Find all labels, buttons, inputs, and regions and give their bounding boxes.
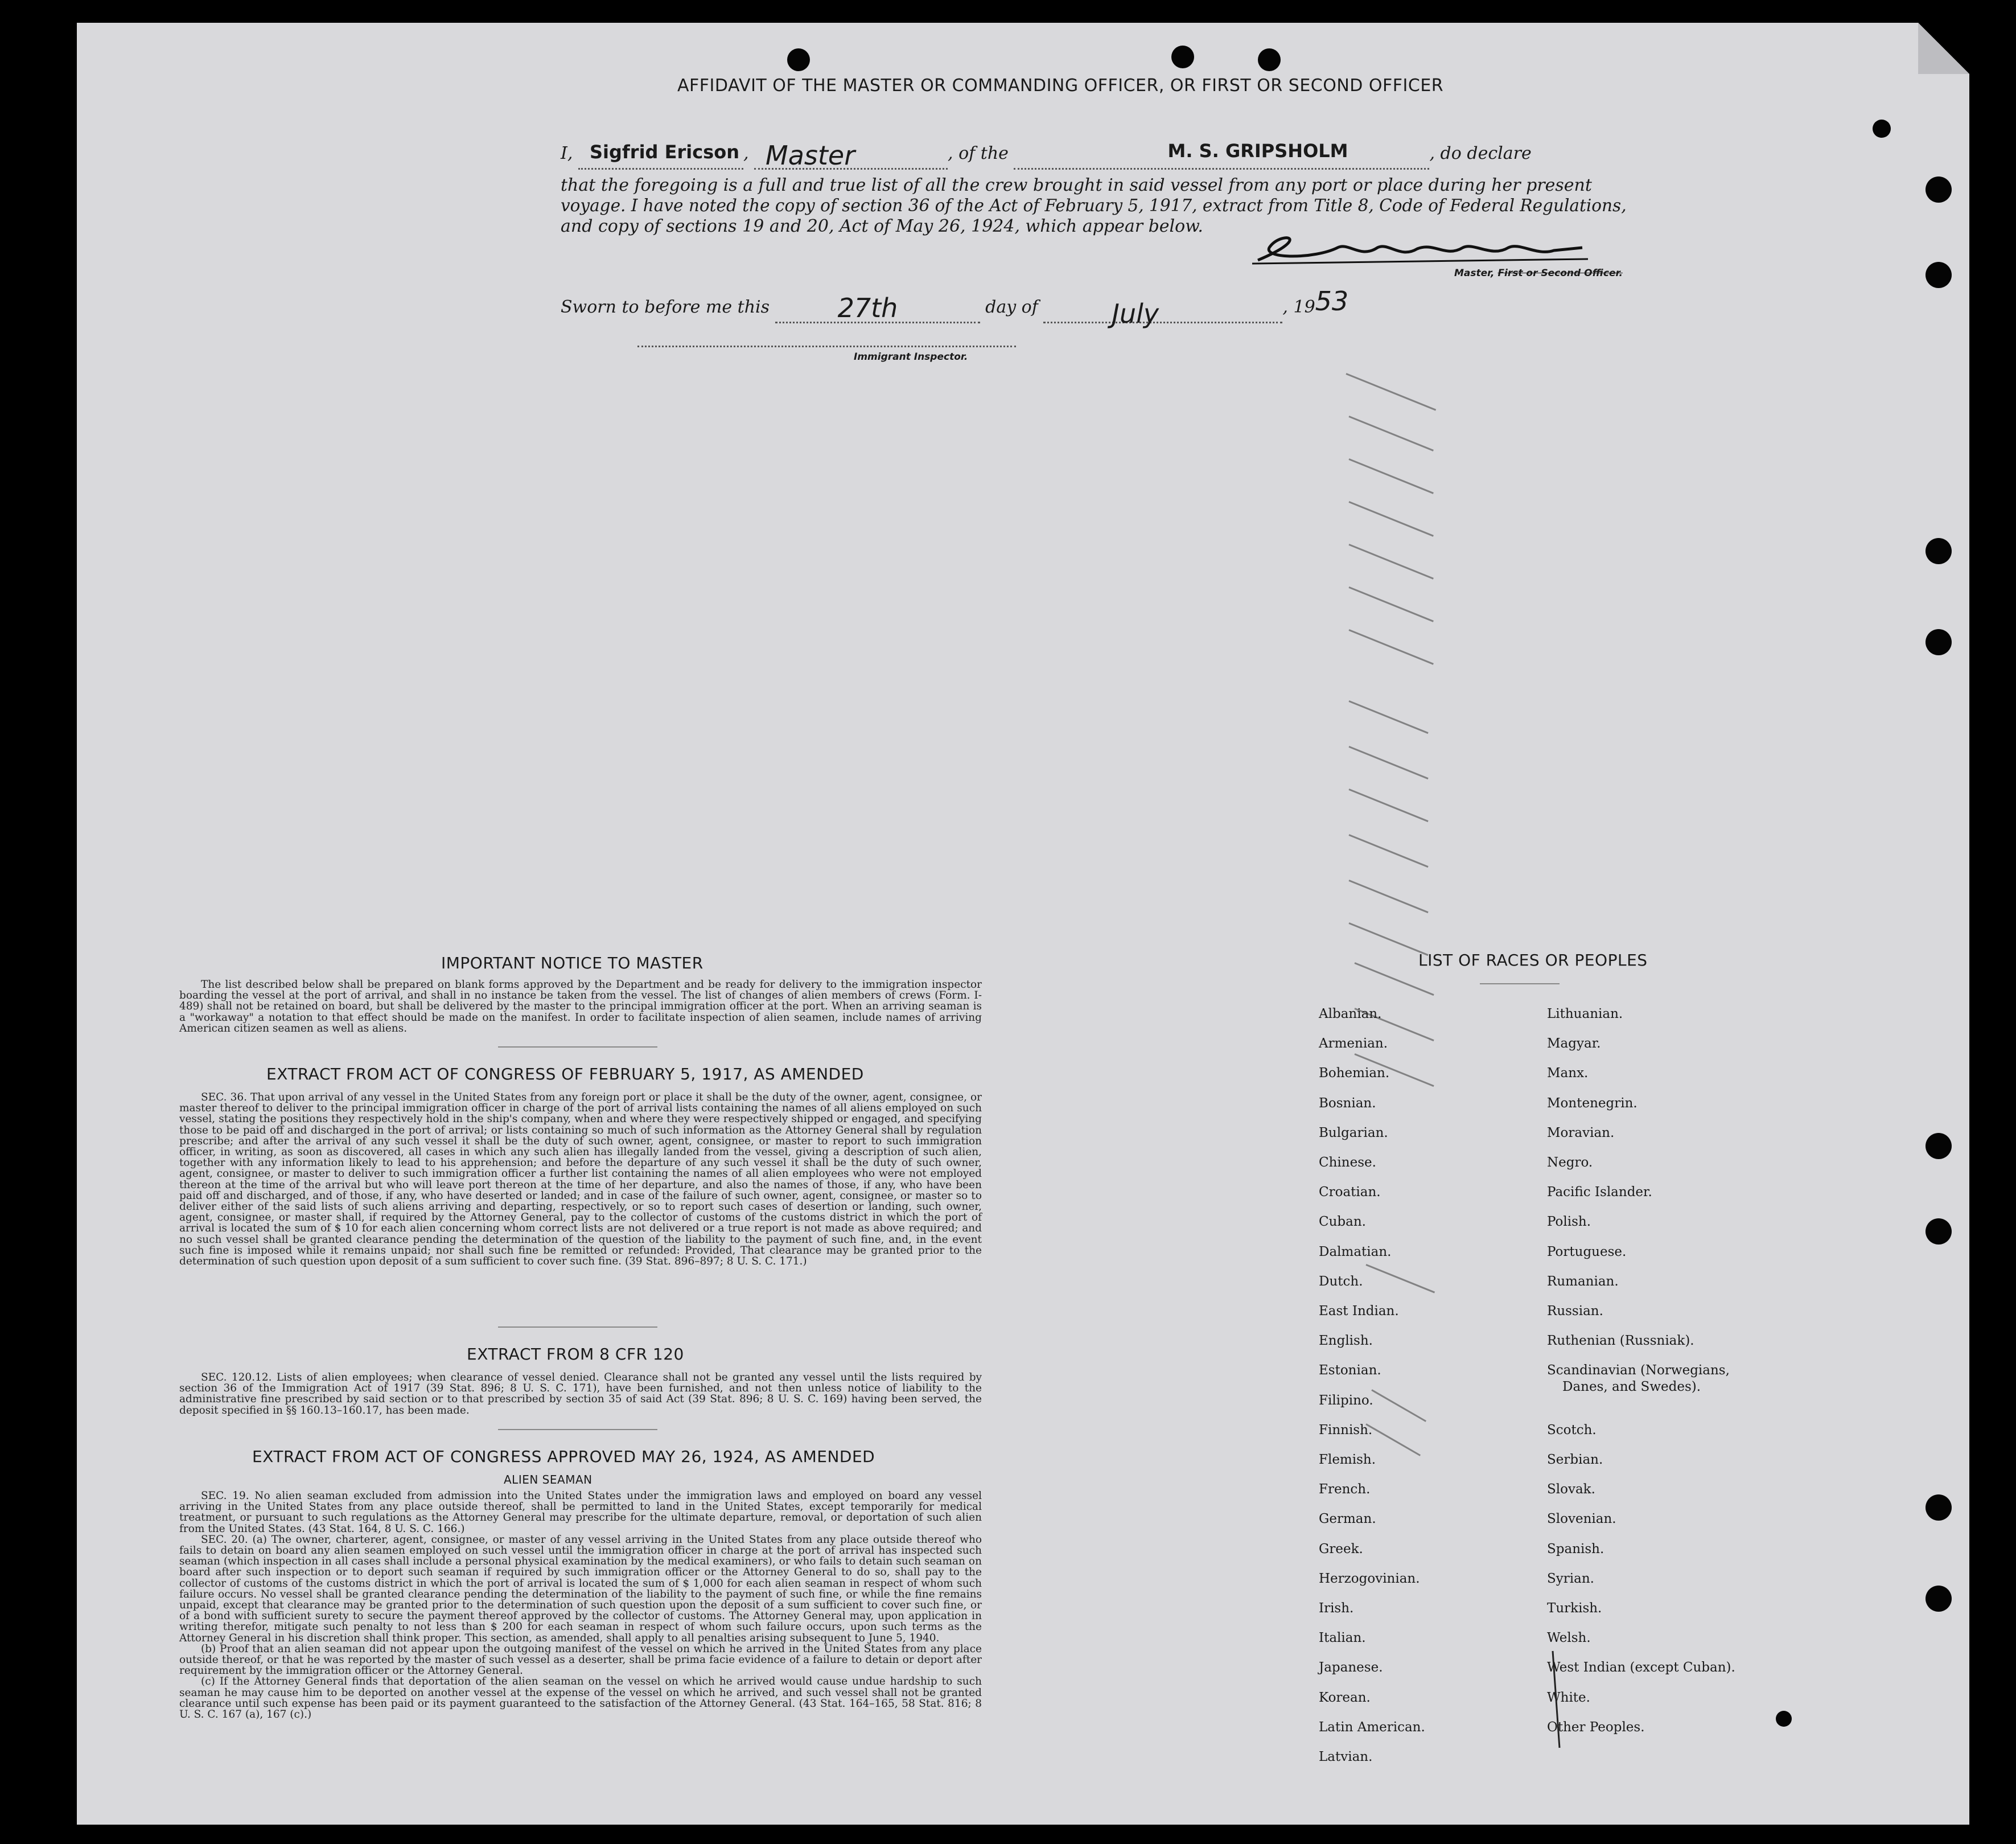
extract-1917-heading: EXTRACT FROM ACT OF CONGRESS OF FEBRUARY 5, 1917, AS AMENDED [266,1065,864,1083]
race-item: English. [1319,1333,1373,1349]
races-heading: LIST OF RACES OR PEOPLES [1418,951,1648,970]
race-item: Bosnian. [1319,1095,1376,1111]
punch-hole [1258,48,1281,71]
race-item: Dutch. [1319,1274,1363,1289]
race-item: Lithuanian. [1547,1007,1623,1021]
race-item: West Indian (except Cuban). [1547,1660,1735,1675]
divider [1480,983,1560,984]
race-item: Estonian. [1319,1363,1381,1378]
notice-text: The list described below shall be prepared on blank forms approved by the Department and be ready for delivery to the immigration inspector boarding the vessel at the port of arrival, and shall in no instance be taken from the vessel. The list of changes of alien members of crews (Form. I-489) shall not be retained on board, but shall be delivered by the master to the principal immigration officer at the port. When an arriving seaman is a "workaway" a notation to that effect should be made on the manifest. In order to facilitate inspection of alien seamen, include names of arriving American citizen seamen as well as aliens. [179,979,982,1034]
punch-hole [787,48,810,71]
race-item: Bohemian. [1319,1066,1390,1081]
race-item: Magyar. [1547,1036,1601,1052]
race-item: Albanian. [1319,1007,1382,1021]
race-item: East Indian. [1319,1304,1399,1319]
race-item: Finnish. [1319,1422,1373,1438]
cfr-text: SEC. 120.12. Lists of alien employees; when clearance of vessel denied. Clearance shall not be granted any vessel until the lists required by section 36 of the Immigration Act of 1917 (39 Stat. 896; 8 U. S. C. 171), have been furnished, and not then unless notice of liability to the administrative fine prescribed by said section or to that prescribed by section 35 of said Act (39 Stat. 896; 8 U. S. C. 169) having been served, the deposit specified in §§ 160.13–160.17, has been made. [179,1371,982,1416]
punch-hole [1926,1494,1952,1521]
race-item: Russian. [1547,1304,1603,1319]
race-item: Spanish. [1547,1541,1604,1556]
punch-hole [1926,538,1952,564]
race-item: Scandinavian (Norwegians, [1547,1363,1730,1378]
year-field: 53 [1315,286,1349,317]
race-item: Manx. [1547,1066,1589,1081]
race-item: Herzogovinian. [1319,1571,1420,1586]
race-item: Italian. [1319,1631,1366,1646]
race-item: Chinese. [1319,1155,1376,1170]
master-name-field: Sigfrid Ericson [589,141,739,163]
race-item: Welsh. [1547,1631,1591,1646]
race-item: Slovak. [1547,1482,1595,1497]
divider [498,1326,657,1328]
punch-hole [1926,629,1952,655]
punch-hole [1926,1133,1952,1159]
race-item: Greek. [1319,1541,1363,1556]
divider [498,1429,657,1430]
race-item: Montenegrin. [1547,1095,1638,1111]
race-item: French. [1319,1482,1371,1497]
race-item: Cuban. [1319,1214,1366,1230]
race-item: Irish. [1319,1601,1354,1616]
race-item: Latvian. [1319,1749,1373,1764]
race-item: Latin American. [1319,1719,1425,1735]
race-item: Croatian. [1319,1185,1381,1200]
race-item: Filipino. [1319,1393,1373,1408]
punch-hole [1926,176,1952,203]
sworn-line: Sworn to before me this 27th day of July , 1953 [561,286,1349,329]
punch-hole [1926,1586,1952,1612]
cfr-heading: EXTRACT FROM 8 CFR 120 [467,1345,684,1364]
race-item: Portuguese. [1547,1244,1627,1259]
race-item: White. [1547,1690,1590,1705]
extract-1924-text: SEC. 19. No alien seaman excluded from admission into the United States under the immigration laws and employed on board any vessel arriving in the United States from any place outside thereof, shall be permitted to land in the United States, except temporarily for medical treatment, or pursuant to such regulations as the Attorney General may prescribe for the ultimate departure, removal, or deportation of such alien from the United States. (43 Stat. 164, 8 U. S. C. 166.) SEC. 20. (a) The owner, charterer, agent, consignee, or master of any vessel arriving in the United States from any place outside thereof who fails to detain on board any alien seamen employed on such vessel until the immigration officer in charge at the port of arrival has inspected such seaman (which inspection in all cases shall include a personal physical examination by the medical examiners), or who fails to detain such seaman on board after such inspection or to deport such seaman if required by such immigration officer or the Attorney General to do so, shall pay to the collector of customs of the customs district in which the port of arrival is located the sum of $ 1,000 for each alien seaman in respect of whom such failure occurs. No vessel shall be granted clearance pending the determination of the liability to the payment of such fine, or while the fine remains unpaid, except that clearance may be granted prior to the determination of such question upon the deposit of a sum sufficient to cover such fine, or of a bond with sufficient surety to secure the payment thereof approved by the collector of customs. The Attorney General may, upon application in writing therefor, mitigate such penalty to not less than $ 200 for each seaman in respect of whom such failure occurs, upon such terms as the Attorney General in his discretion shall think proper. This section, as amended, shall apply to all penalties arising subsequent to June 5, 1940. (b) Proof that an alien seaman did not appear upon the outgoing manifest of the vessel on which he arrived in the United States from any place outside thereof, or that he was reported by the master of such vessel as a deserter, shall be prima facie evidence of a failure to detain or deport after requirement by the immigration officer or the Attorney General. (c) If the Attorney General finds that deportation of the alien seaman on the vessel on which he arrived would cause undue hardship to such seaman he may cause him to be deported on another vessel at the expense of the vessel on which he arrived, and such vessel shall not be granted clearance until such expense has been paid or its payment guaranteed to the satisfaction of the Attorney General. (43 Stat. 164–165, 58 Stat. 816; 8 U. S. C. 167 (a), 167 (c).) [179,1490,982,1721]
vessel-name-field: M. S. GRIPSHOLM [1167,140,1348,162]
race-item: Flemish. [1319,1452,1376,1467]
punch-hole [1926,1218,1952,1245]
inspector-caption: Immigrant Inspector. [854,351,968,363]
punch-hole [1171,46,1194,68]
signature-caption: Master, First or Second Officer. [1454,268,1623,279]
race-item: Scotch. [1547,1422,1597,1438]
race-item: Korean. [1319,1690,1371,1705]
affidavit-line-4: and copy of sections 19 and 20, Act of May 26, 1924, which appear below. [561,216,1203,236]
race-item: Slovenian. [1547,1512,1616,1527]
rank-field: Master [766,140,855,171]
race-item: Japanese. [1319,1660,1383,1675]
race-item: Negro. [1547,1155,1593,1170]
race-item: Serbian. [1547,1452,1603,1467]
master-signature [1246,225,1594,270]
race-item: German. [1319,1512,1376,1527]
race-item: Other Peoples. [1547,1719,1645,1735]
race-item: Syrian. [1547,1571,1594,1586]
folded-corner [1918,23,1969,74]
race-item: Moravian. [1547,1125,1615,1140]
extract-1917-text: SEC. 36. That upon arrival of any vessel in the United States from any foreign port or place it shall be the duty of the owner, agent, consignee, or master thereof to deliver to the principal immigration officer in charge of the port of arrival lists containing the names of all aliens employed on such vessel, stating the positions they respectively hold in the ship's company, when and where they were respectively shipped or engaged, and specifying those to be paid off and discharged in the port of arrival; or lists containing so much of such information as the Attorney General shall by regulation prescribe; and after the arrival of any such vessel it shall be the duty of such owner, agent, consignee, or master to report to such immigration officer, in writing, as soon as discovered, all cases in which any such alien has illegally landed from the vessel, giving a description of such alien, together with any information likely to lead to his apprehension; and before the departure of any such vessel it shall be the duty of such owner, agent, consignee, or master to deliver to such immigration officer a further list containing the names of all alien employees who were not employed thereon at the time of the arrival but who will leave port thereon at the time of her departure, and also the names of those, if any, who have been paid off and discharged, and of those, if any, who have deserted or landed; and in case of the failure of such owner, agent, consignee, or master so to deliver either of the said lists of such aliens arriving and departing, respectively, or so to report such cases of desertion or landing, such owner, agent, consignee, or master shall, if required by the Attorney General, pay to the collector of customs of the customs district in which the port of arrival is located the sum of $ 10 for each alien concerning whom correct lists are not delivered or a true report is not made as above required; and no such vessel shall be granted clearance pending the determination of the question of the liability to the payment of such fine, and, in the event such fine is imposed while it remains unpaid; nor shall such fine be remitted or refunded: Provided, That clearance may be granted prior to the determination of such question upon deposit of a sum sufficient to cover such fine. (39 Stat. 896–897; 8 U. S. C. 171.) [179,1091,982,1268]
day-field: 27th [837,293,898,323]
divider [498,1046,657,1048]
punch-hole [1926,262,1952,288]
race-item: Turkish. [1547,1601,1602,1616]
race-item: Rumanian. [1547,1274,1619,1289]
race-item: Dalmatian. [1319,1244,1392,1259]
race-item: Armenian. [1319,1036,1388,1052]
punch-hole [1776,1711,1792,1727]
affidavit-heading: AFFIDAVIT OF THE MASTER OR COMMANDING OFFICER, OR FIRST OR SECOND OFFICER [677,76,1444,96]
pencil-check-mark [1548,1648,1565,1751]
race-item: Danes, and Swedes). [1562,1379,1701,1395]
inspector-signature-line [637,346,1016,347]
extract-1924-heading: EXTRACT FROM ACT OF CONGRESS APPROVED MAY 26, 1924, AS AMENDED [252,1447,875,1466]
affidavit-line-2: that the foregoing is a full and true list of all the crew brought in said vessel from any port or place during her present [561,175,1592,195]
race-item: Ruthenian (Russniak). [1547,1333,1694,1349]
race-item: Polish. [1547,1214,1591,1230]
notice-heading: IMPORTANT NOTICE TO MASTER [441,954,703,972]
month-field: July [1112,298,1159,329]
affidavit-line-1: I, Sigfrid Ericson , Master , of the M. S. GRIPSHOLM , do declare [561,138,1591,170]
race-item: Bulgarian. [1319,1125,1388,1140]
alien-seaman-subheading: ALIEN SEAMAN [504,1473,593,1486]
punch-hole [1873,120,1891,138]
race-item: Pacific Islander. [1547,1185,1652,1200]
affidavit-line-3: voyage. I have noted the copy of section 36 of the Act of February 5, 1917, extract from Title 8, Code of Federal Regulations, [561,196,1627,215]
